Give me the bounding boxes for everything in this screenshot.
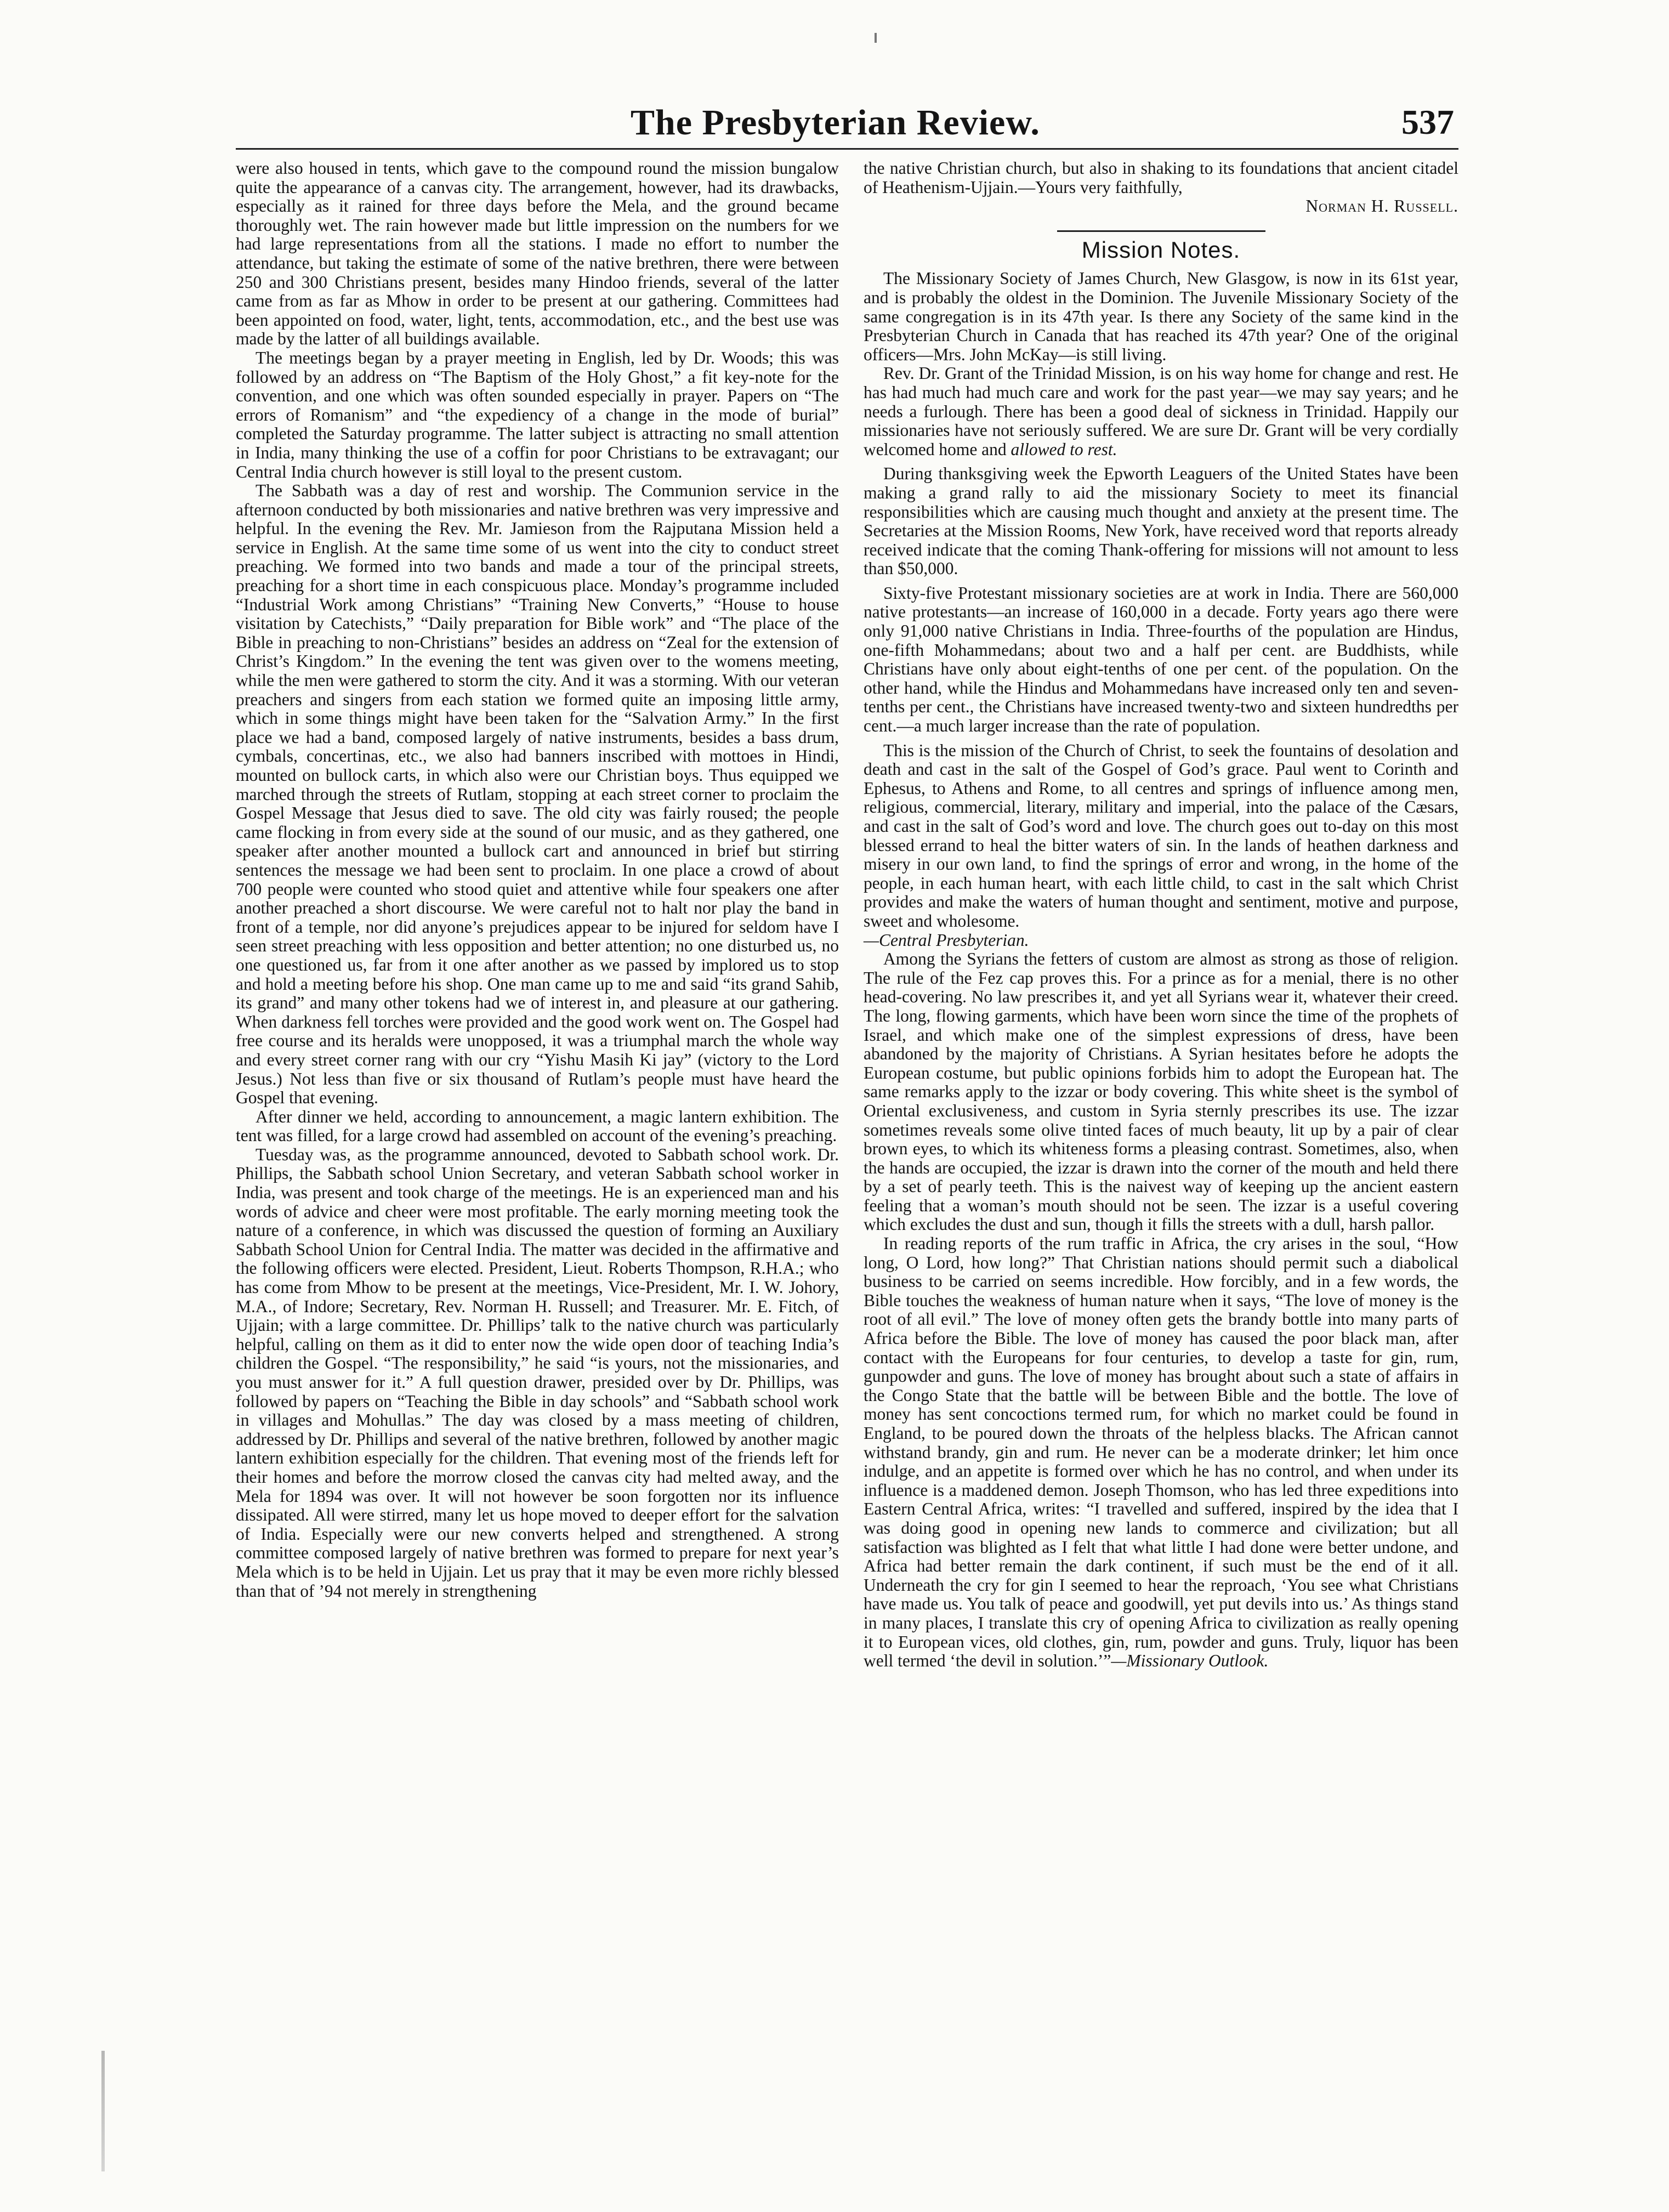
- note-paragraph: During thanksgiving week the Epworth Leaguers of the United States have been making a grand rally to aid the missionary Society to meet its financial responsibilities which are causing much thought and anxiety at the present time. The Secretaries at the Mission Rooms, New York, have received word that reports already received indicate that the coming Thank-offering for missions will not amount to less than $50,000.: [864, 464, 1458, 578]
- article-paragraph: After dinner we held, according to announcement, a magic lantern exhibition. The tent was filled, for a large crowd had assembled on account of the evening’s preaching.: [236, 1107, 839, 1145]
- binding-edge-mark: [101, 2051, 105, 2171]
- note-paragraph: This is the mission of the Church of Christ, to seek the fountains of desolation and death and cast in the salt of the Gospel of God’s grace. Paul went to Corinth and Ephesus, to Athens and Rome, to all centres and springs of influence among men, religious, commercial, literary, military and imperial, into the palace of the Cæsars, and cast in the salt of God’s word and love. The church goes out to-day on this most blessed errand to heal the bitter waters of sin. In the lands of heathen darkness and misery in our own land, to find the springs of error and wrong, in the home of the people, in each human heart, with each little child, to cast in the salt which Christ provides and make the waters of human thought and sentiment, motive and purpose, sweet and wholesome.: [864, 740, 1458, 931]
- scan-artifact-mark: [875, 33, 877, 43]
- masthead-title: The Presbyterian Review.: [631, 103, 1040, 143]
- note-text: In reading reports of the rum traffic in Africa, the cry arises in the soul, “How long, O Lord, how long?” That Christian nations should permit such a diabolical business to be carried on seems incredible. How forcibly, and in a few words, the Bible touches the weakness of human nature when it says, “The love of money is the root of all evil.” The love of money often gets the brandy bottle into many parts of Africa before the Bible. The love of money has caused the poor black man, after contact with the Europeans for four centuries, to develop a taste for gin, rum, gunpowder and guns. The love of money has brought about such a state of affairs in the Congo State that the battle will be between Bible and the bottle. The love of money has sent concoctions termed rum, for which no market could be found in England, to be poured down the throats of the helpless blacks. The African cannot withstand brandy, gin and rum. He never can be a moderate drinker; let him once indulge, and an appetite is formed over which he has no control, and when under its influence is a maddened demon. Joseph Thomson, who has led three expeditions into Eastern Central Africa, writes: “I travelled and suffered, inspired by the idea that I was doing good in opening new lands to commerce and civilization; but all satisfaction was blighted as I felt that what little I had done were better undone, and Africa had better remain the dark continent, if such must be the end of it all. Underneath the cry for gin I seemed to hear the reproach, ‘You see what Christians have made us. You talk of peace and goodwill, yet put devils into us.’ As things stand in many places, I translate this cry of opening Africa to civilization as really opening it to European vices, old clothes, gin, rum, powder and guns. Truly, liquor has been well termed ‘the devil in solution.’”: [864, 1234, 1458, 1671]
- section-divider: [1057, 230, 1265, 232]
- article-paragraph: Tuesday was, as the programme announced, devoted to Sabbath school work. Dr. Phillips, the Sabbath school Union Secretary, and veteran Sabbath school worker in India, was present and took charge of the meetings. He is an experienced man and his words of advice and cheer were most profitable. The early morning meeting took the nature of a conference, in which was discussed the question of forming an Auxiliary Sabbath School Union for Central India. The matter was decided in the affirmative and the following officers were elected. President, Lieut. Roberts Thompson, R.H.A.; who has come from Mhow to be present at the meetings, Vice-President, Mr. I. W. Johory, M.A., of Indore; Secretary, Rev. Norman H. Russell; and Treasurer. Mr. E. Fitch, of Ujjain; with a large committee. Dr. Phillips’ talk to the native church was particularly helpful, calling on them as it did to enter now the wide open door of teaching India’s children the Gospel. “The responsibility,” he said “is yours, not the missionaries, and you must answer for it.” A full question drawer, presided over by Dr. Phillips, was followed by papers on “Teaching the Bible in day schools” and “Sabbath school work in villages and Mohullas.” The day was closed by a mass meeting of children, addressed by Dr. Phillips and several of the native brethren, followed by another magic lantern exhibition especially for the children. That evening most of the friends left for their homes and before the morrow closed the canvas city had melted away, and the Mela for 1894 was over. It will not however be soon forgotten nor its influence dissipated. All were stirred, many let us hope moved to deeper effort for the salvation of India. Especially were our new converts helped and strengthened. A strong committee composed largely of native brethren was formed to prepare for next year’s Mela which is to be held in Ujjain. Let us pray that it may be even more richly blessed than that of ’94 not merely in strengthening: [236, 1144, 839, 1601]
- right-column: [864, 159, 1458, 1671]
- left-column: [236, 159, 839, 1601]
- article-paragraph: were also housed in tents, which gave to the compound round the mission bungalow quite the appearance of a canvas city. The arrangement, however, had its drawbacks, especially as it rained for three days before the Mela, and the ground became thoroughly wet. The rain however made but little impression on the numbers for we had large representations from all the stations. I made no effort to number the attendance, but taking the estimate of some of the native brethren, there were between 250 and 300 Christians present, besides many Hindoo friends, several of the latter came from as far as Mhow in order to be present at our gathering. Committees had been appointed on food, water, light, tents, accommodation, etc., and the best use was made by the latter of all buildings available.: [236, 158, 839, 349]
- page-header: [236, 99, 1458, 150]
- author-signature: Norman H. Russell.: [1305, 196, 1458, 216]
- emphasis-text: allowed to rest.: [1011, 439, 1117, 459]
- section-heading: Mission Notes.: [1081, 236, 1241, 263]
- note-paragraph: [864, 364, 1458, 459]
- note-paragraph: Sixty-five Protestant missionary societies are at work in India. There are 560,000 native protestants—an increase of 160,000 in a decade. Forty years ago there were only 91,000 native Christians in India. Three-fourths of the population are Hindus, one-fifth Mohammedans; about two and a half per cent. are Buddhists, while Christians have only about eight-tenths of one per cent. of the population. On the other hand, while the Hindus and Mohammedans have increased only ten and seven-tenths per cent., the Christians have increased twenty-two and sixteen hundredths per cent.—a much larger increase than the rate of population.: [864, 583, 1458, 736]
- note-paragraph: [864, 1234, 1458, 1671]
- page-number: 537: [1401, 103, 1454, 141]
- note-paragraph: Among the Syrians the fetters of custom are almost as strong as those of religion. The rule of the Fez cap proves this. For a prince as for a menial, there is no other head-covering. No law prescribes it, and yet all Syrians wear it, whatever their creed. The long, flowing garments, which have been worn since the time of the prophets of Israel, and which make one of the simplest expressions of dress, have been abandoned by the majority of Christians. A Syrian hesitates before he adopts the European costume, but public opinions forbids him to adopt the European hat. The same remarks apply to the izzar or body covering. This white sheet is the symbol of Oriental exclusiveness, and custom in Syria sternly prescribes its use. The izzar sometimes reveals some olive tinted faces of much beauty, lit up by a pair of clear brown eyes, to which its whiteness forms a pleasing contrast. Sometimes, also, when the hands are occupied, the izzar is drawn into the corner of the mouth and held there by a set of pearly teeth. This is the naivest way of keeping up the ancient eastern feeling that a woman’s mouth should not be seen. The izzar is a useful covering which excludes the dust and sun, though it fills the streets with a dull, harsh pallor.: [864, 949, 1458, 1234]
- note-paragraph: The Missionary Society of James Church, New Glasgow, is now in its 61st year, and is probably the oldest in the Dominion. The Juvenile Missionary Society of the same congregation is in its 47th year. Is there any Society of the same kind in the Presbyterian Church in Canada that has reached its 47th year? One of the original officers—Mrs. John McKay—is still living.: [864, 269, 1458, 364]
- article-paragraph: The Sabbath was a day of rest and worship. The Communion service in the afternoon conducted by both missionaries and native brethren was very impressive and helpful. In the evening the Rev. Mr. Jamieson from the Rajputana Mission held a service in English. At the same time some of us went into the city to conduct street preaching. We formed into two bands and made a tour of the principal streets, preaching for a short time in each conspicuous place. Monday’s programme included “Industrial Work among Christians” “Training New Converts,” “House to house visitation by Catechists,” “Daily preparation for Bible work” and “The place of the Bible in preaching to non-Christians” besides an address on “Zeal for the extension of Christ’s Kingdom.” In the evening the tent was given over to the womens meeting, while the men were gathered to storm the city. And it was a storming. With our veteran preachers and singers from each station we formed quite an imposing little army, which in some things might have been taken for the “Salvation Army.” In the first place we had a band, composed largely of native instruments, besides a bass drum, cymbals, concertinas, etc., we also had banners inscribed with mottoes in Hindi, mounted on bullock carts, in which also were our Christian boys. Thus equipped we marched through the streets of Rutlam, stopping at each street corner to proclaim the Gospel Message that Jesus died to save. The old city was fairly roused; the people came flocking in from every side at the sound of our music, and as they gathered, one speaker after another mounted a bullock cart and announced in brief but stirring sentences the message we had been sent to proclaim. In one place a crowd of about 700 people were counted who stood quiet and attentive while four speakers one after another preached a short discourse. We were careful not to halt nor play the band in front of a temple, nor did anyone’s prejudices appear to be injured for seldom have I seen street preaching with less opposition and better attention; no one disturbed us, no one questioned us, far from it one after another as we passed by implored us to stop and hold a meeting before his shop. One man came up to me and said “its grand Sahib, its grand” and many other tokens had we of interest in, and pleasure at our gathering. When darkness fell torches were provided and the good work went on. The Gospel had free course and its heralds were unopposed, it was a triumphal march the whole way and every street corner rang with our cry “Yishu Masih Ki jay” (victory to the Lord Jesus.) Not less than five or six thousand of Rutlam’s people must have heard the Gospel that evening.: [236, 481, 839, 1108]
- note-text: Rev. Dr. Grant of the Trinidad Mission, is on his way home for change and rest. He has had much had much care and work for the past year—we may say years; and he needs a furlough. There has been a good deal of sickness in Trinidad. Happily our missionaries have not seriously suffered. We are sure Dr. Grant will be very cordially welcomed home and: [864, 364, 1458, 459]
- source-credit: —Missionary Outlook.: [1111, 1651, 1269, 1671]
- article-paragraph: The meetings began by a prayer meeting in English, led by Dr. Woods; this was followed by an address on “The Baptism of the Holy Ghost,” a fit key-note for the convention, and one which was often sounded especially in prayer. Papers on “The errors of Romanism” and “the expediency of a change in the mode of burial” completed the Saturday programme. The latter subject is attracting no small attention in India, many thinking the use of a coffin for poor Christians to be extravagant; our Central India church however is still loyal to the present custom.: [236, 348, 839, 481]
- source-credit: —Central Presbyterian.: [864, 930, 1029, 950]
- article-paragraph: the native Christian church, but also in shaking to its foundations that ancient citadel of Heathenism-Ujjain.—Yours very faithfully,: [864, 158, 1458, 197]
